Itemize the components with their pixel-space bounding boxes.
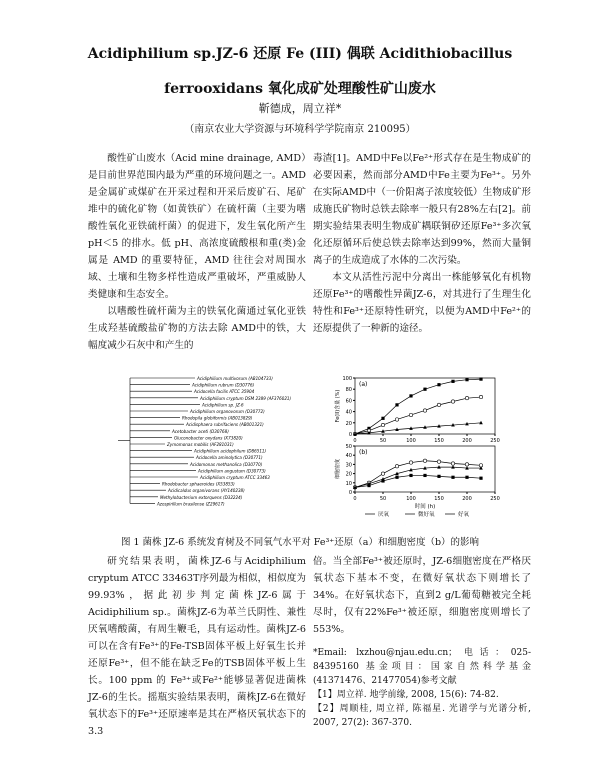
x-tick-label: 0 [353, 496, 357, 502]
y-tick-label: 20 [345, 471, 352, 478]
tree-leaf-label: Acidocella facilis ATCC 35904 [194, 389, 255, 395]
x-axis-label: 时间 (h) [414, 504, 436, 510]
tree-leaf-label: Acidocella aminolytica (D30771) [196, 455, 263, 461]
data-point [437, 475, 440, 478]
tree-leaf-label: Acetobacter aceti (D30768) [172, 428, 229, 434]
figure-1 [100, 372, 510, 532]
x-tick-label: 200 [462, 496, 472, 502]
right-column [313, 150, 531, 337]
data-point [423, 474, 426, 477]
series-line-1 [355, 461, 481, 488]
reference-1: 【1】周立祥. 地学前缘, 2008, 15(6): 74-82. [313, 690, 499, 700]
tree-leaf-label: Methylobacterium extorquens (D32224) [160, 494, 243, 500]
left-para-1: 酸性矿山废水（Acid mine drainage, AMD）是目前世界范围内最为严重的环境问题之一。AMD 是金属矿或煤矿在开采过程和开采后废矿石、尾矿堆中的硫化矿物（如黄铁矿）在硫杆菌（主要为嗜酸性氧化亚铁硫杆菌）的促进下，发生氧化所产生 pH＜5 的排水。低 pH、高浓度硫酸根和重(类)金属是 AMD 的重要特征，AMD 往往会对周围水域、土壤和生物多样性造成严重破坏，严重威胁人类健康和生态安全。 [88, 153, 306, 300]
data-point [465, 476, 468, 479]
data-point [381, 472, 384, 475]
x-tick-label: 100 [406, 496, 416, 502]
tree-leaf-label: Gluconobacter oxydans (X73820) [174, 435, 243, 441]
right-para-1: 毒渣[1]。AMD中Fe以Fe²⁺形式存在是生物成矿的必要因素，然而部分AMD中Fe主要为Fe³⁺。另外在实际AMD中（一价阳离子浓度较低）生物成矿形成施氏矿物时总铁去除率一般只有28%左右[2]。前期实验结果表明生物成矿耦联铜矽还原Fe³⁺多次氧化还原循环后使总铁去除率达到99%，然而大量铜离子的生成造成了水体的二次污染。 [313, 153, 531, 266]
x-tick-label: 100 [406, 438, 416, 444]
left-column [88, 150, 306, 354]
bottom-left-column [88, 553, 306, 740]
data-point [395, 418, 398, 421]
data-point [409, 413, 412, 416]
data-point [451, 462, 454, 465]
tree-leaf-label: Acidiphilium acidophilum (D86511) [194, 448, 267, 454]
series-line-0 [355, 475, 481, 487]
data-point [409, 461, 412, 464]
y-tick-label: 0 [348, 490, 352, 496]
y-tick-label: 0 [348, 432, 352, 438]
tree-leaf-label: Acidiphilium sp. JZ-6 [202, 402, 244, 408]
tree-leaf-label: Acidiphilium organovorum (D30772) [190, 409, 265, 414]
panel-label: (b) [359, 449, 368, 456]
y-tick-label: 80 [345, 387, 352, 394]
data-point [395, 476, 398, 479]
x-tick-label: 150 [434, 496, 444, 502]
tree-leaf-label: Acidicaldus organivorans (AY140238) [168, 488, 245, 494]
tree-leaf-label: Zymomonas mobilis (AF281031) [167, 442, 234, 447]
tree-leaf-label: Acidiphilium rubrum (D30776) [192, 382, 255, 388]
data-point [381, 417, 384, 420]
title-line-2: ferrooxidans 氧化成矿处理酸性矿山废水 [164, 81, 436, 97]
data-point [395, 403, 398, 406]
data-point [437, 383, 440, 386]
bottom-right-column [313, 553, 531, 730]
title-line-1: Acidiphilium sp.JZ-6 还原 Fe (III) 偶联 Acidithiobacillus [87, 46, 513, 62]
data-point [395, 465, 398, 468]
x-tick-label: 250 [490, 438, 500, 444]
tree-leaf-label: Acidomonas methanolica (D30770) [190, 461, 263, 467]
legend-label: 好氧 [458, 512, 470, 518]
tree-leaf-label: Rhodobacter sphaeroides (X53853) [162, 481, 235, 487]
x-tick-label: 50 [379, 438, 387, 444]
y-tick-label: 20 [345, 420, 352, 427]
data-point [451, 380, 454, 383]
y-tick-label: 50 [345, 444, 352, 450]
data-point [423, 388, 426, 391]
legend-label: 微好氧 [418, 512, 435, 518]
data-point [479, 395, 482, 398]
y-tick-label: 100 [342, 376, 352, 382]
y-tick-label: 40 [345, 453, 352, 460]
chart-b [334, 444, 500, 518]
authors: 靳德成，周立祥* [258, 102, 342, 115]
footnote: *Email: lxzhou@njau.edu.cn；电话：025-84395160 基金项目：国家自然科学基金(41371476、21477054)参考文献 [313, 648, 531, 686]
y-axis-label: 细胞密度 [335, 458, 341, 480]
affiliation: （南京农业大学资源与环境科学学院南京 210095） [184, 124, 416, 135]
bottom-right-para: 倍。当全部Fe³⁺被还原时，JZ-6细胞密度在严格厌氧状态下基本不变，在微好氧状态下则增长了34%。在好氧状态下，直到2 g/L葡萄糖被完全耗尽时，仅有22%Fe³⁺被还原，细胞密度则增长了553%。 [313, 556, 531, 635]
bottom-left-para: 研究结果表明，菌株JZ-6与Acidiphilium cryptum ATCC 33463T序列最为相似，相似度为99.93%，据此初步判定菌株JZ-6属于Acidiphilium sp.。菌株JZ-6为革兰氏阴性、兼性厌氧嗜酸菌，有周生鞭毛，具有运动性。菌株JZ-6可以在含有Fe³⁺的Fe-TSB固体平板上好氧生长并还原Fe³⁺，但不能在缺乏Fe的TSB固体平板上生长。100 ppm 的 Fe³⁺或Fe²⁺能够显著促进菌株JZ-6的生长。摇瓶实验结果表明，菌株JZ-6在微好氧状态下的Fe³⁺还原速率是其在严格厌氧状态下的3.3 [88, 556, 306, 737]
chart-a [334, 376, 500, 444]
tree-leaf-label: Acidiphilium cryptum DSM 2389 (AF376021) [200, 395, 292, 401]
y-tick-label: 60 [345, 398, 352, 405]
y-tick-label: 10 [345, 480, 352, 487]
data-point [437, 460, 440, 463]
data-point [451, 400, 454, 403]
tree-leaf-label: Acidiphilium cryptum ATCC 33463 [200, 475, 270, 480]
data-point [451, 476, 454, 479]
left-para-2: 以嗜酸性硫杆菌为主的铁氧化菌通过氧化亚铁生成羟基硫酸盐矿物的方法去除 AMD中的铁，大幅度减少石灰中和产生的 [88, 306, 306, 351]
y-tick-label: 30 [345, 462, 352, 469]
data-point [479, 477, 482, 480]
tree-leaf-label: Azospirillum brasilense (Z29617) [157, 501, 225, 507]
data-point [409, 394, 412, 397]
data-point [465, 378, 468, 381]
x-tick-label: 50 [379, 496, 387, 502]
tree-leaf-label: Rhodopila globiformis (AB013829) [182, 415, 253, 421]
x-tick-label: 200 [462, 438, 472, 444]
data-point [465, 396, 468, 399]
data-point [423, 409, 426, 412]
legend-label: 厌氧 [378, 512, 390, 518]
x-tick-label: 150 [434, 438, 444, 444]
tree-leaf-label: Acidiphilium multivorum (AB104733) [197, 376, 273, 381]
reference-2: 【2】周顺桂, 周立祥, 陈福星. 光谱学与光谱分析, 2007, 27(2): 367-370. [313, 704, 531, 728]
tree-leaf-label: Acidiphilium angustum (D30773) [198, 468, 266, 474]
series-line-1 [355, 397, 481, 434]
y-tick-label: 40 [345, 409, 352, 416]
x-tick-label: 0 [353, 438, 357, 444]
panel-label: (a) [359, 381, 368, 388]
data-point [465, 463, 468, 466]
right-para-2: 本文从活性污泥中分离出一株能够氧化有机物还原Fe³⁺的嗜酸性异菌JZ-6，对其进行了生理生化特性和Fe³⁺还原特性研究，以便为AMD中Fe²⁺的还原提供了一种新的途径。 [313, 272, 531, 334]
series-line-0 [355, 379, 481, 434]
data-point [479, 378, 482, 381]
x-tick-label: 250 [490, 496, 500, 502]
figure-svg [100, 372, 510, 532]
figure-caption: 图 1 菌株 JZ-6 系统发育树及不同氧气水平对 Fe³⁺还原（a）和细胞密度（b）的影响 [120, 537, 480, 548]
y-axis-label: Fe(II)含量 (%) [335, 389, 341, 423]
data-point [381, 423, 384, 426]
tree-labels [156, 376, 292, 506]
tree-leaf-label: Acidisphaera rubrifaciens (AB001321) [186, 422, 264, 428]
data-point [437, 403, 440, 406]
data-point [423, 459, 426, 462]
data-point [409, 474, 412, 477]
